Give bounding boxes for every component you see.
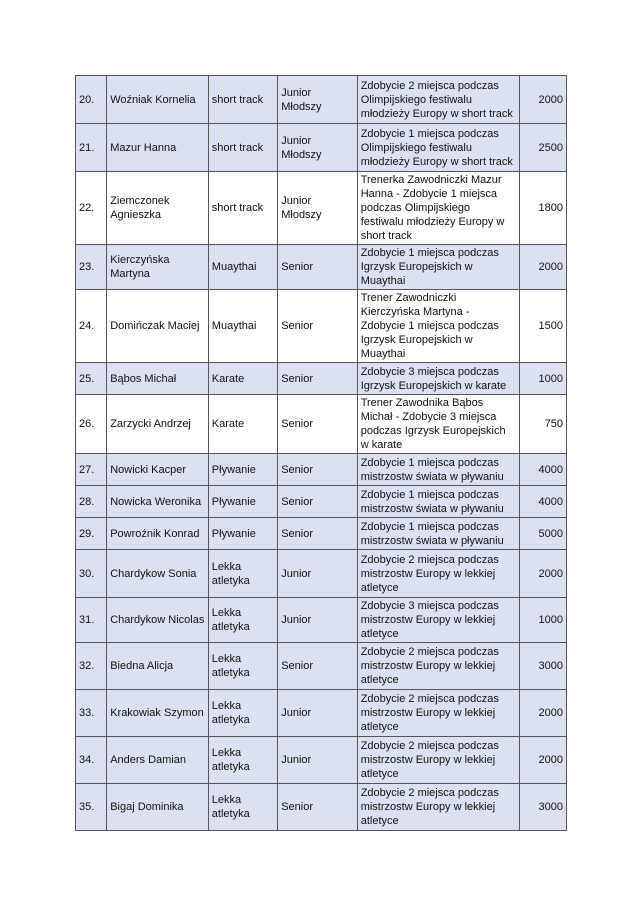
person-name-cell: Nowicka Weronika <box>107 486 209 518</box>
row-number-cell: 24. <box>76 290 107 363</box>
row-number-cell: 33. <box>76 690 107 737</box>
table-row <box>76 124 567 172</box>
achievement-description-cell: Zdobycie 1 miejsca podczas mistrzostw świata w pływaniu <box>357 486 519 518</box>
sport-cell: Pływanie <box>208 518 277 550</box>
award-amount-cell: 1800 <box>519 172 566 245</box>
table-row <box>76 454 567 486</box>
sport-cell: short track <box>208 172 277 245</box>
award-amount-cell: 2500 <box>519 124 566 172</box>
award-amount-cell: 2000 <box>519 245 566 290</box>
achievement-description-cell: Trener Zawodniczki Kierczyńska Martyna - Zdobycie 1 miejsca podczas Igrzysk Europejskich w Muaythai <box>357 290 519 363</box>
achievement-description-cell: Zdobycie 2 miejsca podczas mistrzostw Europy w lekkiej atletyce <box>357 550 519 598</box>
row-number-cell: 20. <box>76 76 107 124</box>
award-amount-cell: 1500 <box>519 290 566 363</box>
row-number-cell: 29. <box>76 518 107 550</box>
person-name-cell: Kierczyńska Martyna <box>107 245 209 290</box>
age-category-cell: Senior <box>278 784 357 831</box>
row-number-cell: 30. <box>76 550 107 598</box>
person-name-cell: Zarzycki Andrzej <box>107 395 209 454</box>
achievement-description-cell: Zdobycie 1 miejsca podczas mistrzostw świata w pływaniu <box>357 518 519 550</box>
achievement-description-cell: Zdobycie 2 miejsca podczas Olimpijskiego festiwalu młodzieży Europy w short track <box>357 76 519 124</box>
age-category-cell: Senior <box>278 643 357 690</box>
table-row <box>76 172 567 245</box>
achievement-description-cell: Zdobycie 2 miejsca podczas mistrzostw Europy w lekkiej atletyce <box>357 737 519 784</box>
age-category-cell: Senior <box>278 486 357 518</box>
sport-cell: Muaythai <box>208 245 277 290</box>
row-number-cell: 25. <box>76 363 107 395</box>
award-amount-cell: 3000 <box>519 784 566 831</box>
age-category-cell: Senior <box>278 518 357 550</box>
table-row <box>76 643 567 690</box>
person-name-cell: Bigaj Dominika <box>107 784 209 831</box>
row-number-cell: 27. <box>76 454 107 486</box>
person-name-cell: Krakowiak Szymon <box>107 690 209 737</box>
row-number-cell: 21. <box>76 124 107 172</box>
awards-table <box>75 75 567 831</box>
age-category-cell: Senior <box>278 290 357 363</box>
age-category-cell: Junior <box>278 737 357 784</box>
person-name-cell: Biedna Alicja <box>107 643 209 690</box>
achievement-description-cell: Zdobycie 3 miejsca podczas Igrzysk Europejskich w karate <box>357 363 519 395</box>
row-number-cell: 23. <box>76 245 107 290</box>
person-name-cell: Bąbos Michał <box>107 363 209 395</box>
award-amount-cell: 2000 <box>519 550 566 598</box>
person-name-cell: Powroźnik Konrad <box>107 518 209 550</box>
achievement-description-cell: Zdobycie 1 miejsca podczas Igrzysk Europejskich w Muaythai <box>357 245 519 290</box>
sport-cell: short track <box>208 124 277 172</box>
row-number-cell: 35. <box>76 784 107 831</box>
achievement-description-cell: Trener Zawodnika Bąbos Michał - Zdobycie 3 miejsca podczas Igrzysk Europejskich w karate <box>357 395 519 454</box>
award-amount-cell: 2000 <box>519 690 566 737</box>
table-row <box>76 518 567 550</box>
achievement-description-cell: Zdobycie 1 miejsca podczas mistrzostw świata w pływaniu <box>357 454 519 486</box>
age-category-cell: Senior <box>278 454 357 486</box>
sport-cell: Karate <box>208 363 277 395</box>
sport-cell: Lekka atletyka <box>208 784 277 831</box>
row-number-cell: 32. <box>76 643 107 690</box>
table-row <box>76 395 567 454</box>
row-number-cell: 31. <box>76 598 107 643</box>
award-amount-cell: 4000 <box>519 454 566 486</box>
table-row <box>76 550 567 598</box>
person-name-cell: Domińczak Maciej <box>107 290 209 363</box>
award-amount-cell: 2000 <box>519 76 566 124</box>
sport-cell: Pływanie <box>208 454 277 486</box>
age-category-cell: Senior <box>278 395 357 454</box>
award-amount-cell: 750 <box>519 395 566 454</box>
age-category-cell: Junior <box>278 598 357 643</box>
table-row <box>76 363 567 395</box>
table-row <box>76 76 567 124</box>
sport-cell: Karate <box>208 395 277 454</box>
award-amount-cell: 1000 <box>519 363 566 395</box>
sport-cell: Lekka atletyka <box>208 643 277 690</box>
age-category-cell: Senior <box>278 245 357 290</box>
age-category-cell: Junior Młodszy <box>278 76 357 124</box>
achievement-description-cell: Trenerka Zawodniczki Mazur Hanna - Zdobycie 1 miejsca podczas Olimpijskiego festiwalu młodzieży Europy w short track <box>357 172 519 245</box>
age-category-cell: Junior <box>278 690 357 737</box>
sport-cell: Lekka atletyka <box>208 598 277 643</box>
age-category-cell: Junior Młodszy <box>278 124 357 172</box>
table-row <box>76 784 567 831</box>
table-row <box>76 245 567 290</box>
person-name-cell: Woźniak Kornelia <box>107 76 209 124</box>
row-number-cell: 28. <box>76 486 107 518</box>
person-name-cell: Mazur Hanna <box>107 124 209 172</box>
person-name-cell: Nowicki Kacper <box>107 454 209 486</box>
table-row <box>76 690 567 737</box>
award-amount-cell: 2000 <box>519 737 566 784</box>
age-category-cell: Junior Młodszy <box>278 172 357 245</box>
award-amount-cell: 3000 <box>519 643 566 690</box>
award-amount-cell: 4000 <box>519 486 566 518</box>
person-name-cell: Chardykow Sonia <box>107 550 209 598</box>
awards-table-body <box>76 76 567 831</box>
row-number-cell: 34. <box>76 737 107 784</box>
sport-cell: Lekka atletyka <box>208 690 277 737</box>
table-row <box>76 290 567 363</box>
person-name-cell: Ziemczonek Agnieszka <box>107 172 209 245</box>
achievement-description-cell: Zdobycie 1 miejsca podczas Olimpijskiego festiwalu młodzieży Europy w short track <box>357 124 519 172</box>
row-number-cell: 26. <box>76 395 107 454</box>
achievement-description-cell: Zdobycie 3 miejsca podczas mistrzostw Europy w lekkiej atletyce <box>357 598 519 643</box>
row-number-cell: 22. <box>76 172 107 245</box>
achievement-description-cell: Zdobycie 2 miejsca podczas mistrzostw Europy w lekkiej atletyce <box>357 784 519 831</box>
award-amount-cell: 1000 <box>519 598 566 643</box>
sport-cell: Pływanie <box>208 486 277 518</box>
age-category-cell: Senior <box>278 363 357 395</box>
sport-cell: short track <box>208 76 277 124</box>
person-name-cell: Anders Damian <box>107 737 209 784</box>
table-row <box>76 598 567 643</box>
age-category-cell: Junior <box>278 550 357 598</box>
sport-cell: Lekka atletyka <box>208 550 277 598</box>
award-amount-cell: 5000 <box>519 518 566 550</box>
sport-cell: Muaythai <box>208 290 277 363</box>
table-row <box>76 486 567 518</box>
achievement-description-cell: Zdobycie 2 miejsca podczas mistrzostw Europy w lekkiej atletyce <box>357 643 519 690</box>
achievement-description-cell: Zdobycie 2 miejsca podczas mistrzostw Europy w lekkiej atletyce <box>357 690 519 737</box>
person-name-cell: Chardykow Nicolas <box>107 598 209 643</box>
sport-cell: Lekka atletyka <box>208 737 277 784</box>
table-row <box>76 737 567 784</box>
